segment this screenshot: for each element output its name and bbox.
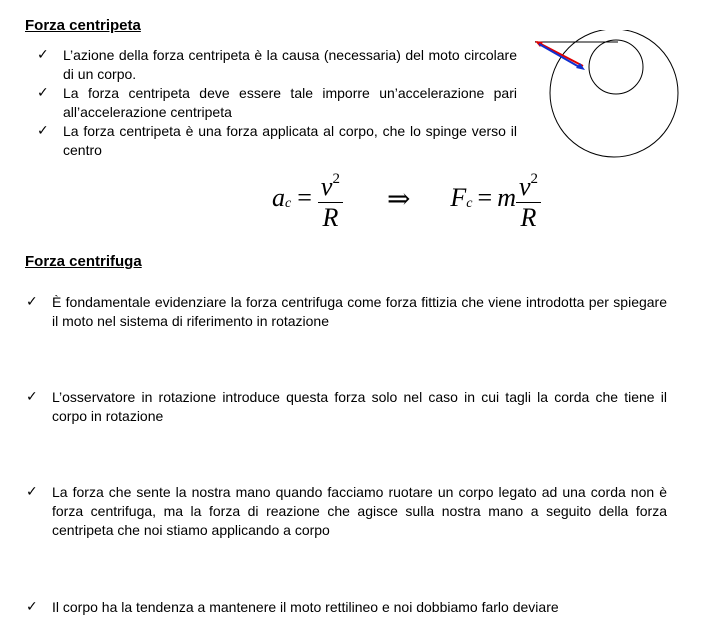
- list-item: ✓ La forza centripeta deve essere tale imporre un’accelerazione pari all’accelerazione centripeta: [37, 85, 517, 120]
- check-icon: ✓: [26, 389, 38, 405]
- centrifuga-title: Forza centrifuga: [25, 253, 142, 270]
- centripeta-list: [37, 46, 517, 160]
- check-icon: ✓: [37, 123, 49, 139]
- check-icon: ✓: [37, 47, 49, 63]
- red-vector: [537, 42, 583, 66]
- fraction: $\frac{v^2}{R}$: [318, 164, 343, 233]
- list-item: ✓ L’azione della forza centripeta è la causa (necessaria) del moto circolare di un corpo.: [37, 47, 517, 82]
- check-icon: ✓: [37, 85, 49, 101]
- check-icon: ✓: [26, 294, 38, 310]
- check-icon: ✓: [26, 599, 38, 615]
- centripeta-title: Forza centripeta: [25, 17, 141, 34]
- blue-vector: [539, 44, 581, 68]
- list-item: ✓ La forza centripeta è una forza applicata al corpo, che lo spinge verso il centro: [37, 123, 517, 158]
- centripetal-formula: a c = $\frac{v^2}{R}$ ⇒ F c = m $\frac{v^2}{R}$: [272, 161, 541, 235]
- fraction: $\frac{v^2}{R}$: [516, 164, 541, 233]
- list-item: ✓ L’osservatore in rotazione introduce questa forza solo nel caso in cui tagli la corda che tiene il corpo in rotazione: [26, 389, 667, 424]
- inner-circle: [589, 40, 643, 94]
- implies-symbol: ⇒: [386, 181, 411, 215]
- circular-motion-diagram: [525, 30, 705, 165]
- check-icon: ✓: [26, 484, 38, 500]
- list-item: ✓ È fondamentale evidenziare la forza centrifuga come forza fittizia che viene introdotta per spiegare il moto nel sistema di riferimento in rotazione: [26, 294, 667, 329]
- list-item: ✓ La forza che sente la nostra mano quando facciamo ruotare un corpo legato ad una corda non è forza centrifuga, ma la forza di reazione che agisce sulla nostra mano a seguito della forza centripeta che noi stiamo applicando a corpo: [26, 484, 667, 538]
- list-item: ✓ Il corpo ha la tendenza a mantenere il moto rettilineo e noi dobbiamo farlo deviare: [26, 599, 559, 615]
